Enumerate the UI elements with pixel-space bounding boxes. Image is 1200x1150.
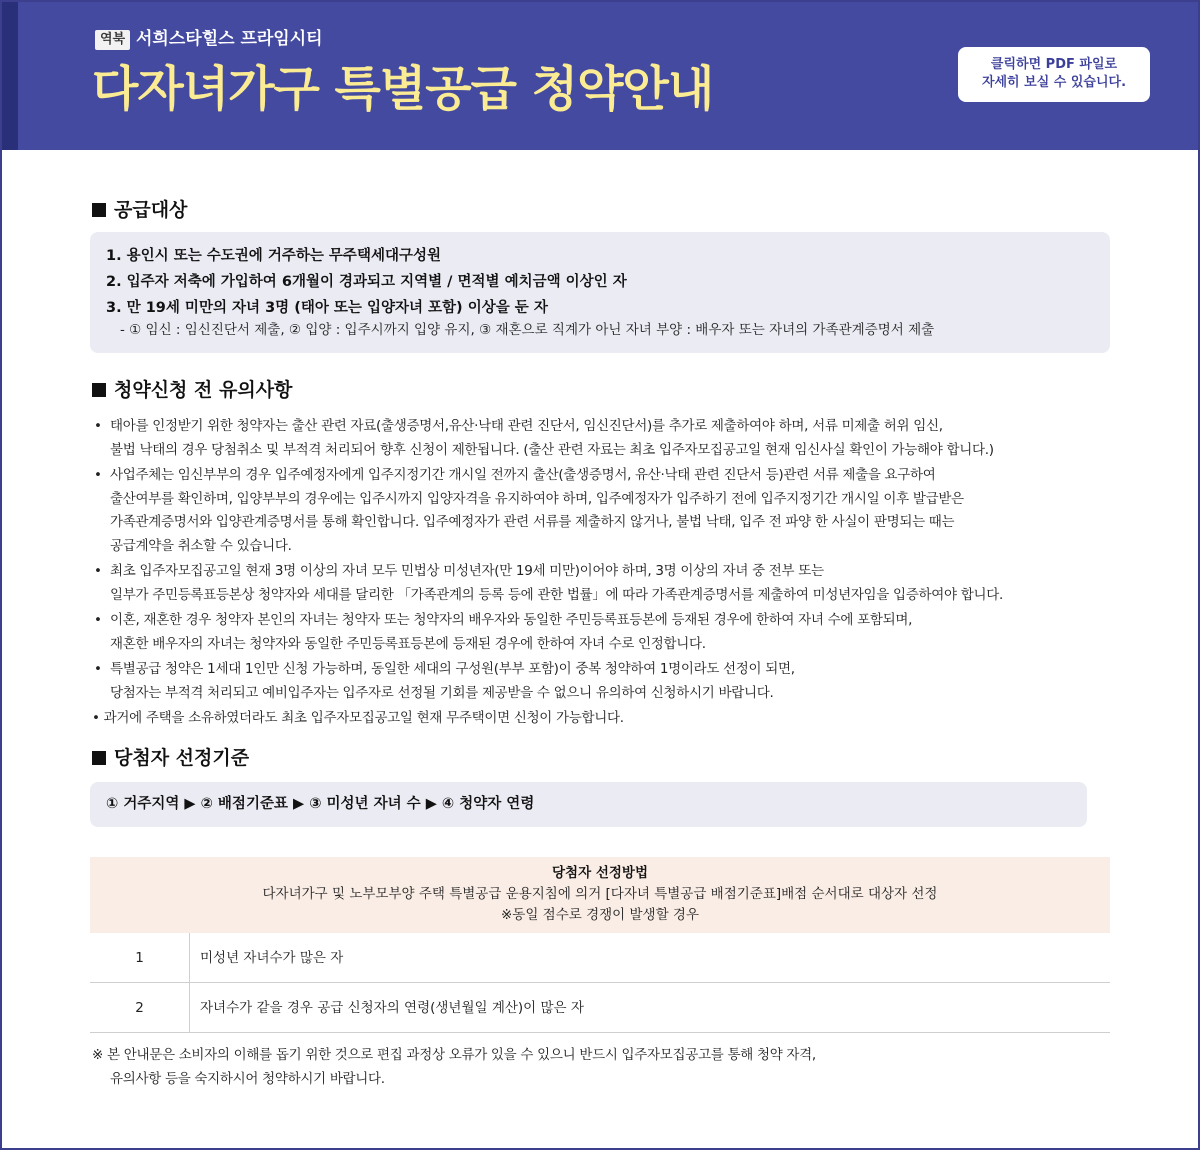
caution-line: • 과거에 주택을 소유하였더라도 최초 입주자모집공고일 현재 무주택이면 신청이 가능합니다.: [92, 710, 624, 726]
row-number: 1: [90, 933, 190, 982]
footnote-line: 유의사항 등을 숙지하시어 청약하시기 바랍니다.: [110, 1070, 385, 1087]
section-cautions-label: 청약신청 전 유의사항: [114, 379, 293, 401]
complex-name: 서희스타힐스 프라임시티: [136, 29, 323, 49]
table-header-note: ※동일 점수로 경쟁이 발생할 경우: [500, 907, 699, 923]
table-header-desc: 다자녀가구 및 노부모부양 주택 특별공급 운용지침에 의거 [다자녀 특별공급 배점기준표]배점 순서대로 대상자 선정: [262, 886, 938, 902]
caution-line: 출산여부를 확인하며, 입양부부의 경우에는 입주시까지 입양자격을 유지하여야 하며, 입주예정자가 입주하기 전에 입주지정기간 개시일 이후 발급받은: [110, 490, 964, 507]
bullet-icon: •: [94, 467, 102, 483]
pdf-button-line-1: 클릭하면 PDF 파일로: [990, 57, 1118, 72]
bullet-icon: •: [94, 563, 102, 579]
selection-criteria: ① 거주지역 ▶ ② 배점기준표 ▶ ③ 미성년 자녀 수 ▶ ④ 청약자 연령: [90, 782, 1087, 827]
row-text: 자녀수가 같을 경우 공급 신청자의 연령(생년월일 계산)이 많은 자: [200, 1000, 584, 1016]
bullet-icon: •: [94, 418, 102, 434]
pdf-button-line-2: 자세히 보실 수 있습니다.: [981, 75, 1127, 90]
location-tag: 역북: [95, 30, 130, 50]
section-supply-label: 공급대상: [114, 199, 188, 221]
caution-line: 가족관계증명서와 입양관계증명서를 통해 확인합니다. 입주예정자가 관련 서류를 제출하지 않거나, 불법 낙태, 입주 전 파양 한 사실이 판명되는 때는: [110, 514, 955, 530]
supply-sub-item: - ① 임신 : 임신진단서 제출, ② 입양 : 입주시까지 입양 유지, ③ 재혼으로 직계가 아닌 자녀 부양 : 배우자 또는 자녀의 가족관계증명서 제출: [120, 322, 935, 338]
caution-line: 특별공급 청약은 1세대 1인만 신청 가능하며, 동일한 세대의 구성원(부부 포함)이 중복 청약하여 1명이라도 선정이 되면,: [110, 661, 795, 677]
caution-line: 공급계약을 취소할 수 있습니다.: [110, 537, 292, 554]
caution-line: 재혼한 배우자의 자녀는 청약자와 동일한 주민등록표등본에 등재된 경우에 한하여 자녀 수로 인정합니다.: [110, 635, 706, 652]
caution-line: 사업주체는 임신부부의 경우 입주예정자에게 입주지정기간 개시일 전까지 출산(출생증명서, 유산·낙태 관련 진단서 등)관련 서류 제출을 요구하여: [110, 467, 936, 483]
caution-line: 이혼, 재혼한 경우 청약자 본인의 자녀는 청약자 또는 청약자의 배우자와 동일한 주민등록표등본에 등재된 경우에 한하여 자녀 수에 포함되며,: [110, 612, 913, 628]
row-text: 미성년 자녀수가 많은 자: [200, 950, 344, 966]
caution-line: 불법 낙태의 경우 당첨취소 및 부적격 처리되어 향후 신청이 제한됩니다. (출산 관련 자료는 최초 입주자모집공고일 현재 임신사실 확인이 가능해야 합니다.): [110, 441, 994, 458]
section-selection-label: 당첨자 선정기준: [114, 747, 250, 769]
supply-item: 3. 만 19세 미만의 자녀 3명 (태아 또는 입양자녀 포함) 이상을 둔 자: [106, 300, 548, 316]
page-title: 다자녀가구 특별공급 청약안내: [92, 61, 714, 117]
footnote-line: ※ 본 안내문은 소비자의 이해를 돕기 위한 것으로 편집 과정상 오류가 있을 수 있으니 반드시 입주자모집공고를 통해 청약 자격,: [92, 1047, 816, 1063]
bullet-icon: •: [94, 612, 102, 628]
bullet-icon: •: [94, 661, 102, 677]
supply-item: 2. 입주자 저축에 가입하여 6개월이 경과되고 지역별 / 면적별 예치금액 이상인 자: [106, 274, 627, 290]
supply-item: 1. 용인시 또는 수도권에 거주하는 무주택세대구성원: [106, 248, 441, 264]
caution-line: 당첨자는 부적격 처리되고 예비입주자는 입주자로 선정될 기회를 제공받을 수 없으니 유의하여 신청하시기 바랍니다.: [110, 684, 774, 701]
caution-line: 일부가 주민등록표등본상 청약자와 세대를 달리한 「가족관계의 등록 등에 관한 법률」에 따라 가족관계증명서를 제출하여 미성년자임을 입증하여야 합니다.: [110, 586, 1003, 603]
caution-line: 태아를 인정받기 위한 청약자는 출산 관련 자료(출생증명서,유산·낙태 관련 진단서, 임신진단서)를 추가로 제출하여야 하며, 서류 미제출 허위 임신,: [110, 418, 943, 434]
row-number: 2: [90, 983, 190, 1032]
caution-line: 최초 입주자모집공고일 현재 3명 이상의 자녀 모두 민법상 미성년자(만 19세 미만)이어야 하며, 3명 이상의 자녀 중 전부 또는: [110, 563, 824, 579]
table-header-title: 당첨자 선정방법: [552, 865, 648, 881]
